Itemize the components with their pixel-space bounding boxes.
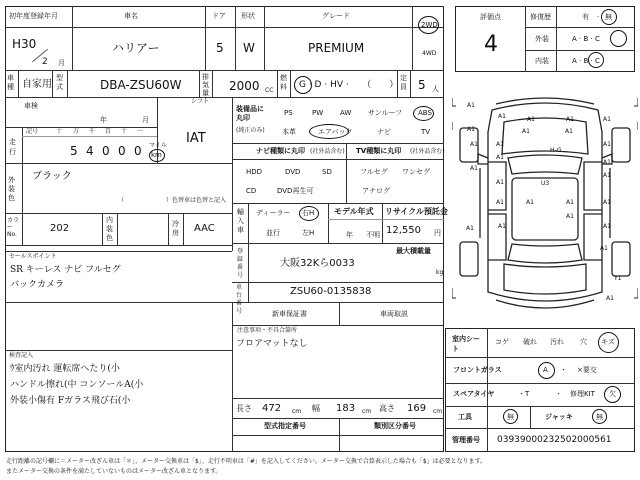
- max-load-label: 最大積載量: [396, 247, 431, 255]
- first-reg-label: 初年度登録年月: [9, 12, 58, 20]
- color-no-label: カラーNo.: [7, 217, 20, 238]
- damage-mark: A1: [603, 223, 611, 230]
- model-type-value: DBA-ZSU60W: [100, 78, 182, 92]
- tools-value: 無: [507, 413, 514, 421]
- color-no-value: 202: [50, 223, 70, 234]
- spare-option: ・T: [518, 390, 530, 398]
- fuel-label: 燃料: [280, 74, 287, 91]
- max-load-unit: kg: [436, 269, 444, 276]
- inspector-line2: ハンドル擦れ(中 コンソールA(小: [10, 380, 144, 390]
- damage-mark: A1: [498, 113, 506, 120]
- equipment-item: ABS: [418, 109, 432, 117]
- model-year-unit: 年: [346, 231, 353, 239]
- door-label: ドア: [212, 12, 226, 20]
- damage-mark: A1: [603, 199, 611, 206]
- nav-option: DVD: [285, 168, 301, 176]
- damage-mark: A1: [466, 225, 474, 232]
- notes-label: 注意事項・不具合箇所: [237, 327, 298, 334]
- damage-mark: A1: [467, 126, 475, 133]
- glass-option: ×要交: [577, 366, 597, 374]
- displacement-label: 排気量: [202, 73, 209, 97]
- damage-mark: A1: [522, 128, 530, 135]
- equipment-item: サンルーフ: [368, 109, 403, 117]
- mileage-digit-header: 万: [73, 128, 80, 135]
- displacement-value: 2000: [229, 79, 260, 93]
- capacity-label: 定員: [400, 74, 407, 91]
- interior-b-circle: [588, 52, 604, 68]
- inspection-month-unit: 月: [142, 116, 149, 124]
- seat-scratch-circle: [598, 332, 619, 353]
- glass-option: A: [543, 366, 548, 374]
- damage-mark: A1: [496, 179, 504, 186]
- spare-missing-circle: [604, 386, 621, 403]
- usage-value: 自家用: [22, 79, 52, 90]
- repair-yes: 有: [582, 13, 589, 21]
- nav-header: ナビ種類に丸印: [256, 147, 305, 155]
- mileage-digit-header: 千: [89, 128, 96, 135]
- fuel-options: G · D · HV · （ ）: [299, 80, 399, 90]
- equipment-item: エアバック: [318, 128, 353, 136]
- inspection-label: 車検: [24, 102, 38, 110]
- vehicle-manual: 車両取説: [380, 310, 408, 318]
- damage-mark: A1: [498, 223, 506, 230]
- spare-option: ・: [555, 390, 562, 398]
- nav-header-sub: (社外品含む): [310, 148, 345, 155]
- class-number-label: 類別区分番号: [374, 422, 416, 430]
- capacity-value: 5: [418, 78, 426, 92]
- import-label: 輸入車: [237, 208, 244, 234]
- height-value: 169: [407, 403, 427, 414]
- width-unit: cm: [362, 408, 372, 415]
- plate-value: 大阪32Kら0033: [280, 258, 355, 269]
- exterior-color-label: 外装色: [8, 176, 15, 202]
- management-label: 管理番号: [452, 436, 480, 444]
- exterior-grades: A · B · C: [572, 35, 600, 43]
- mileage-digit-header: 記号: [26, 128, 39, 135]
- repair-history-label: 修復歴: [530, 13, 551, 21]
- seat-option: コゲ: [495, 338, 509, 346]
- seat-option: キズ: [601, 338, 615, 346]
- inspection-year-unit: 年: [100, 116, 107, 124]
- unit-km: km: [151, 151, 162, 159]
- recycle-label: リサイクル預託金: [385, 207, 448, 216]
- shift-label: シフト: [191, 98, 210, 105]
- grade-value: PREMIUM: [308, 41, 365, 55]
- interior-grade-label: 内装: [535, 57, 549, 65]
- exterior-color-value: ブラック: [32, 171, 72, 182]
- management-number: 03939000232502000561: [497, 435, 612, 445]
- notes-text: フロアマットなし: [236, 339, 308, 349]
- spare-option: 修理KIT: [570, 390, 595, 398]
- damage-mark: A1: [566, 116, 574, 123]
- interior-color-label: 内装色: [106, 216, 113, 242]
- front-glass-label: フロントガラス: [453, 366, 502, 374]
- interior-seat-label: 室内シート: [452, 335, 480, 353]
- door-count: 5: [216, 41, 224, 55]
- car-damage-diagram: [452, 92, 638, 322]
- nav-option: HDD: [246, 168, 263, 176]
- recycle-unit: 円: [434, 229, 441, 237]
- mileage-digit-header: 十: [121, 128, 128, 135]
- shift-value: IAT: [186, 131, 206, 146]
- seat-option: 穴: [580, 338, 587, 346]
- damage-mark: A1: [606, 295, 614, 302]
- repair-no: 無: [605, 13, 612, 21]
- mileage-digit: 4: [86, 144, 94, 158]
- steering-left: 左H: [302, 229, 315, 237]
- damage-mark: A1: [566, 199, 574, 206]
- mileage-digit: 5: [70, 144, 78, 158]
- roof-mark: H-G: [550, 147, 562, 154]
- drive-4wd: 4WD: [422, 50, 437, 57]
- nav-option: DVD再生可: [277, 187, 314, 195]
- damage-mark: A1: [603, 141, 611, 148]
- damage-mark: A1: [566, 213, 574, 220]
- damage-mark: A1: [603, 159, 611, 166]
- airbag-circle: [309, 124, 349, 139]
- car-name: ハリアー: [112, 41, 160, 55]
- displacement-unit: CC: [265, 87, 274, 94]
- capacity-unit: 人: [432, 85, 439, 93]
- width-label: 幅: [312, 404, 320, 413]
- ac-label: 冷房: [172, 220, 179, 237]
- nav-option: CD: [246, 187, 257, 195]
- import-dealer: ディーラー: [256, 209, 291, 217]
- model-year-unknown: 不明: [366, 231, 380, 239]
- sales-points-line2: バックカメラ: [10, 280, 65, 290]
- mileage-digit: 0: [118, 144, 126, 158]
- height-label: 高さ: [379, 404, 395, 413]
- tv-header-sub: (社外品含む): [410, 148, 445, 155]
- ac-value: AAC: [194, 223, 215, 234]
- footer-line-1: 走行距離の記号欄に＝メーター改ざん車は「＊」、メーター交換車は「$」、走行不明車は「#」を記入してください。メーター交換で合算表示した場合も「$」は必要となります。: [6, 458, 487, 465]
- mileage-digit: 0: [134, 144, 142, 158]
- length-unit: cm: [292, 408, 302, 415]
- damage-mark: A1: [496, 141, 504, 148]
- damage-mark: A1: [496, 199, 504, 206]
- equipment-item: TV: [421, 128, 431, 136]
- length-value: 472: [262, 403, 282, 414]
- chassis-label: 車台番号: [236, 284, 243, 315]
- first-reg-year: H30: [12, 37, 37, 51]
- tv-option: フルセグ: [360, 168, 388, 176]
- repair-separator: ·: [597, 13, 600, 21]
- category-label: 車種: [7, 74, 14, 91]
- interior-grades: A · B · C: [572, 57, 600, 65]
- score-label: 評価点: [480, 13, 501, 21]
- model-year-label: モデル年式: [334, 207, 374, 216]
- tools-label: 工具: [458, 413, 472, 421]
- sales-points-line1: SR キーレス ナビ フルセグ: [10, 265, 121, 275]
- inspector-line1: ｳ室内汚れ 運転席へたり(小: [10, 364, 120, 374]
- grade-label: グレード: [322, 12, 350, 20]
- first-reg-month: 2: [42, 57, 48, 67]
- plate-label: 登録番号: [237, 248, 244, 279]
- recycle-value: 12,550: [386, 225, 421, 236]
- nav-option: SD: [322, 168, 332, 176]
- equipment-label: 装備品に丸印: [236, 105, 264, 122]
- new-car-warranty: 新車保証書: [272, 310, 307, 318]
- spare-option: 欠: [609, 390, 616, 398]
- mileage-label: 走行: [9, 138, 16, 156]
- body-shape: W: [243, 41, 255, 55]
- car-name-label: 車名: [124, 12, 138, 20]
- equipment-item: AW: [340, 109, 352, 117]
- first-reg-month-unit: 月: [58, 59, 65, 67]
- abs-circle: [413, 106, 434, 121]
- glass-option: ・: [560, 366, 567, 374]
- mileage-digit-header: 一: [137, 128, 144, 135]
- unit-mile: マイル: [149, 142, 167, 149]
- chassis-value: ZSU60-0135838: [290, 286, 372, 297]
- equipment-item: ナビ: [377, 128, 391, 136]
- damage-mark: A1: [467, 102, 475, 109]
- damage-mark: A1: [470, 165, 478, 172]
- equipment-sublabel: (純正のみ): [236, 127, 265, 134]
- damage-mark: U3: [541, 180, 550, 187]
- damage-mark: A1: [527, 116, 535, 123]
- length-label: 長さ: [236, 404, 252, 413]
- damage-mark: A1: [496, 154, 504, 161]
- car-outline-svg: [452, 92, 638, 322]
- steering-right: 右H: [302, 209, 315, 217]
- equipment-item: 本革: [282, 128, 296, 136]
- mileage-digit-header: 十: [56, 128, 63, 135]
- exterior-grade-label: 外装: [535, 35, 549, 43]
- equipment-item: PW: [312, 109, 324, 117]
- exterior-c-circle: [610, 30, 627, 47]
- model-type-label: 型式: [56, 74, 63, 91]
- color-change-note: （ ）色替車は色替と記入: [118, 197, 227, 204]
- jack-label: ジャッキ: [545, 413, 573, 421]
- tv-option: ワンセグ: [402, 168, 430, 176]
- tv-header: TV種類に丸印: [356, 147, 402, 155]
- damage-mark: A1: [526, 199, 534, 206]
- drive-2wd: 2WD: [421, 21, 438, 29]
- tv-option: アナログ: [362, 187, 390, 195]
- damage-mark: A1: [470, 141, 478, 148]
- damage-mark: A1: [600, 245, 608, 252]
- seat-option: 汚れ: [550, 338, 564, 346]
- jack-value: 無: [596, 413, 603, 421]
- score-value: 4: [484, 32, 498, 57]
- spare-tire-label: スペアタイヤ: [453, 390, 495, 398]
- width-value: 183: [336, 403, 356, 414]
- type-designation-label: 型式指定番号: [264, 422, 306, 430]
- damage-mark: A1: [603, 172, 611, 179]
- shape-label: 形状: [241, 12, 255, 20]
- mileage-digit-header: 百: [105, 128, 112, 135]
- damage-mark: A1: [603, 116, 611, 123]
- inspector-label: 検査記入: [9, 352, 34, 359]
- height-unit: cm: [433, 408, 443, 415]
- inspector-line3: 外装小傷有 Fガラス飛び石(小: [10, 396, 131, 406]
- damage-mark: A1: [565, 128, 573, 135]
- mileage-digit: 0: [102, 144, 110, 158]
- seat-option: 破れ: [523, 338, 537, 346]
- import-parallel: 並行: [266, 229, 280, 237]
- equipment-item: PS: [284, 109, 293, 117]
- footer-line-2: またメーター交換の条件を満たしていないものはメーター改ざん車となります。: [6, 468, 222, 475]
- sales-points-label: セールスポイント: [9, 253, 57, 260]
- damage-mark: Y1: [614, 275, 622, 282]
